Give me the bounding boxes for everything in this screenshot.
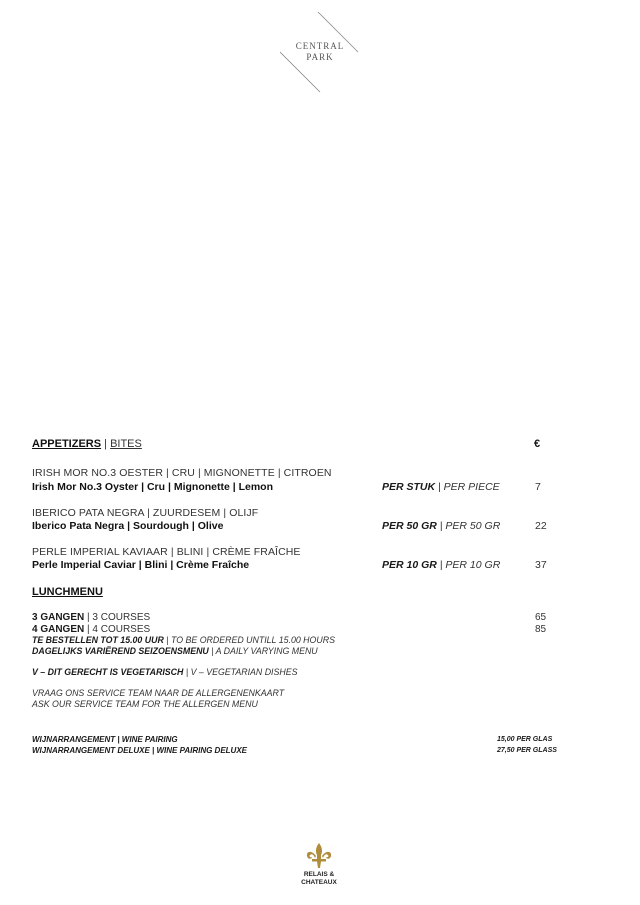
wine-deluxe-nl: WIJNARRANGEMENT DELUXE bbox=[32, 746, 150, 755]
central-park-logo bbox=[280, 12, 360, 92]
wine-pairing-nl: WIJNARRANGEMENT bbox=[32, 735, 116, 744]
vegetarian-nl: V – DIT GERECHT IS VEGETARISCH bbox=[32, 667, 184, 677]
item-2-price: 22 bbox=[535, 520, 547, 532]
lunchmenu-heading: LUNCHMENU bbox=[32, 586, 103, 598]
item-1-english: Irish Mor No.3 Oyster | Cru | Mignonette | Lemon bbox=[32, 481, 274, 493]
wine-pairing-line bbox=[32, 735, 178, 744]
item-3-english: Perle Imperial Caviar | Blini | Crème Fraîche bbox=[32, 559, 250, 571]
item-3-unit-en: PER 10 GR bbox=[445, 559, 501, 571]
item-3-price: 37 bbox=[535, 559, 547, 571]
course-4-en: 4 COURSES bbox=[92, 624, 151, 635]
vegetarian-sep: | bbox=[183, 667, 191, 677]
vegetarian-en: V – VEGETARIAN DISHES bbox=[190, 667, 298, 677]
item-3-unit-sep: | bbox=[436, 559, 446, 571]
item-2-unit bbox=[382, 520, 500, 532]
allergen-note-english: ASK OUR SERVICE TEAM FOR THE ALLERGEN MENU bbox=[32, 699, 258, 709]
item-2-unit-en: PER 50 GR bbox=[445, 520, 501, 532]
course-3-sep: | bbox=[84, 612, 93, 623]
wine-pairing-price: 15,00 PER GLAS bbox=[497, 736, 553, 743]
daily-menu-note bbox=[32, 646, 318, 656]
order-deadline-en: TO BE ORDERED UNTILL 15.00 HOURS bbox=[171, 635, 335, 645]
course-4-price: 85 bbox=[535, 624, 547, 635]
relais-text: RELAIS & bbox=[303, 871, 335, 878]
item-2-dutch: IBERICO PATA NEGRA | ZUURDESEM | OLIJF bbox=[32, 507, 259, 519]
daily-menu-en: A DAILY VARYING MENU bbox=[215, 646, 318, 656]
daily-menu-nl: DAGELIJKS VARIËREND SEIZOENSMENU bbox=[32, 646, 209, 656]
chateaux-text: CHATEAUX bbox=[301, 879, 337, 886]
bites-title: BITES bbox=[110, 438, 142, 450]
currency-symbol: € bbox=[534, 438, 541, 450]
item-1-price: 7 bbox=[535, 481, 541, 493]
item-1-unit-nl: PER STUK bbox=[382, 481, 436, 493]
title-separator: | bbox=[101, 438, 111, 450]
course-4-line bbox=[32, 624, 150, 635]
item-1-unit bbox=[382, 481, 500, 493]
order-deadline-sep: | bbox=[163, 635, 172, 645]
course-3-line bbox=[32, 612, 150, 623]
item-3-dutch: PERLE IMPERIAL KAVIAAR | BLINI | CRÈME FRAÎCHE bbox=[32, 546, 301, 558]
appetizers-title: APPETIZERS bbox=[32, 438, 102, 450]
wine-deluxe-sep: | bbox=[149, 746, 157, 755]
item-2-unit-nl: PER 50 GR bbox=[382, 520, 437, 532]
logo-line-1: CENTRAL bbox=[295, 41, 345, 51]
course-3-nl: 3 GANGEN bbox=[32, 612, 85, 623]
course-4-sep: | bbox=[84, 624, 93, 635]
daily-menu-sep: | bbox=[208, 646, 216, 656]
logo-line-2: PARK bbox=[306, 52, 334, 62]
wine-pairing-en: WINE PAIRING bbox=[121, 735, 178, 744]
wine-pairing-sep: | bbox=[115, 735, 122, 744]
item-1-unit-sep: | bbox=[435, 481, 444, 493]
fleur-de-lis-icon bbox=[304, 842, 334, 870]
appetizers-heading bbox=[32, 438, 142, 450]
wine-deluxe-en: WINE PAIRING DELUXE bbox=[156, 746, 247, 755]
item-1-dutch: IRISH MOR NO.3 OESTER | CRU | MIGNONETTE | CITROEN bbox=[32, 467, 332, 479]
item-3-unit bbox=[382, 559, 500, 571]
wine-pairing-deluxe-price: 27,50 PER GLASS bbox=[497, 747, 557, 754]
item-3-unit-nl: PER 10 GR bbox=[382, 559, 437, 571]
course-3-en: 3 COURSES bbox=[92, 612, 151, 623]
order-deadline-nl: TE BESTELLEN TOT 15.00 UUR bbox=[32, 635, 164, 645]
course-3-price: 65 bbox=[535, 612, 547, 623]
relais-chateaux-logo bbox=[294, 842, 344, 892]
vegetarian-note bbox=[32, 667, 297, 677]
item-2-english: Iberico Pata Negra | Sourdough | Olive bbox=[32, 520, 224, 532]
course-4-nl: 4 GANGEN bbox=[32, 624, 85, 635]
item-2-unit-sep: | bbox=[436, 520, 446, 532]
wine-pairing-deluxe-line bbox=[32, 746, 247, 755]
order-deadline-note bbox=[32, 635, 335, 645]
item-1-unit-en: PER PIECE bbox=[443, 481, 500, 493]
allergen-note-dutch: VRAAG ONS SERVICE TEAM NAAR DE ALLERGENENKAART bbox=[32, 688, 285, 698]
